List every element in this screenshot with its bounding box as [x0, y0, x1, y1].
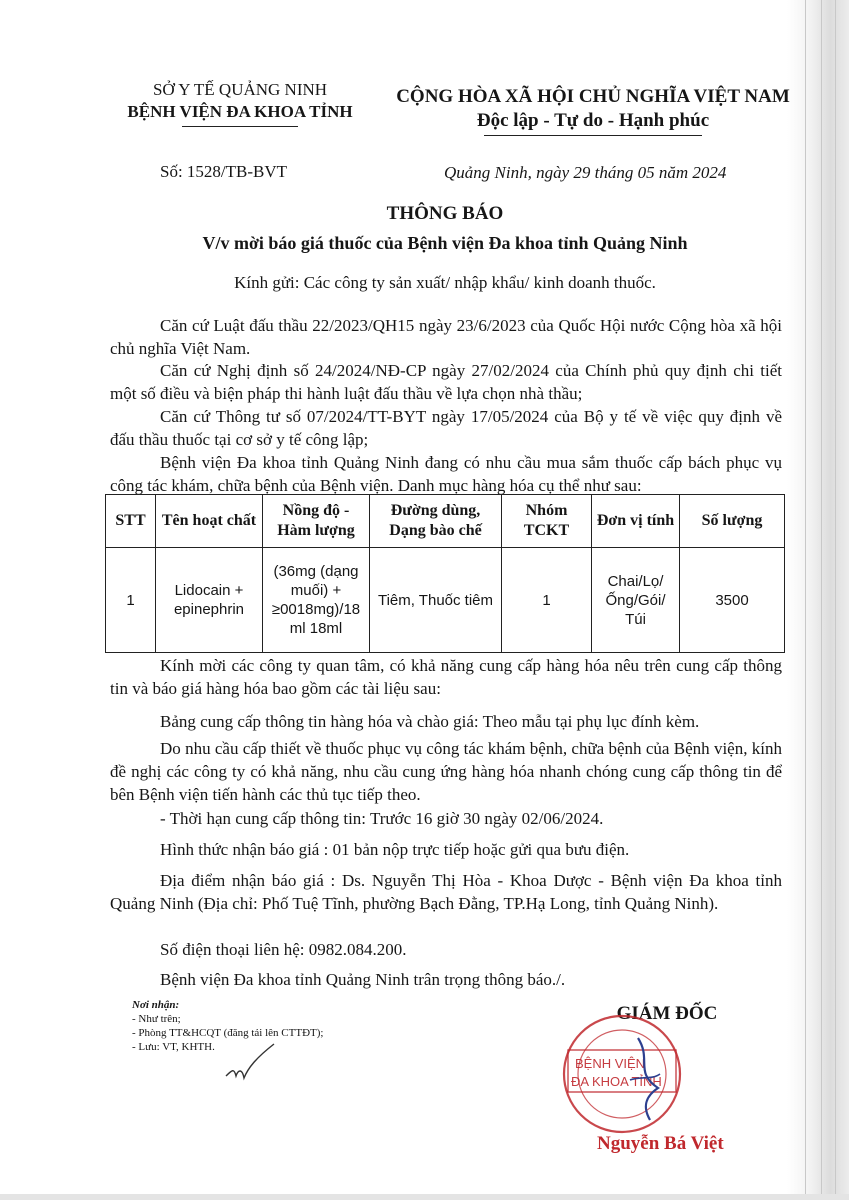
stamp-text-line2: ĐA KHOA TỈNH [571, 1074, 662, 1089]
table-cell: Tiêm, Thuốc tiêm [370, 548, 502, 653]
recipient-item: - Lưu: VT, KHTH. [132, 1041, 215, 1053]
basis-circular: Căn cứ Thông tư số 07/2024/TT-BYT ngày 17/05/2024 của Bộ y tế về việc quy định về đấu thầu thuốc tại cơ sở y tế công lập; [110, 407, 782, 449]
basis-law: Căn cứ Luật đấu thầu 22/2023/QH15 ngày 23/6/2023 của Quốc Hội nước Cộng hòa xã hội chủ nghĩa Việt Nam. [110, 316, 782, 358]
table-header-cell: Đơn vị tính [592, 495, 680, 548]
quotation-form: Bảng cung cấp thông tin hàng hóa và chào giá: Theo mẫu tại phụ lục đính kèm. [160, 712, 700, 731]
contact-phone: Số điện thoại liên hệ: 0982.084.200. [160, 940, 407, 959]
motto-underline [484, 135, 702, 136]
stamp-text-line1: BỆNH VIỆN [575, 1056, 646, 1071]
closing-remark: Bệnh viện Đa khoa tỉnh Quảng Ninh trân trọng thông báo./. [160, 970, 566, 989]
table-cell: Lidocain + epinephrin [156, 548, 263, 653]
table-row [106, 548, 785, 653]
place-date: Quảng Ninh, ngày 29 tháng 05 năm 2024 [444, 163, 727, 182]
greeting: Kính gửi: Các công ty sản xuất/ nhập khẩu/ kinh doanh thuốc. [234, 273, 656, 292]
issuer-hospital: BỆNH VIỆN ĐA KHOA TỈNH [127, 102, 353, 121]
signer-name: Nguyễn Bá Việt [597, 1133, 724, 1154]
procurement-need: Bệnh viện Đa khoa tỉnh Quảng Ninh đang có nhu cầu mua sắm thuốc cấp bách phục vụ công tác khám, chữa bệnh của Bệnh viện. Danh mục hàng hóa cụ thể như sau: [110, 453, 782, 495]
table-cell: 1 [502, 548, 592, 653]
document-number: Số: 1528/TB-BVT [160, 162, 288, 181]
national-title: CỘNG HÒA XÃ HỘI CHỦ NGHĨA VIỆT NAM [396, 86, 790, 107]
submission-address: Địa điểm nhận báo giá : Ds. Nguyễn Thị Hòa - Khoa Dược - Bệnh viện Đa khoa tỉnh Quảng Ninh (Địa chỉ: Phố Tuệ Tĩnh, phường Bạch Đằng, TP.Hạ Long, tỉnh Quảng Ninh). [110, 871, 782, 913]
recipients-heading: Nơi nhận: [132, 999, 180, 1011]
basis-decree: Căn cứ Nghị định số 24/2024/NĐ-CP ngày 27/02/2024 của Chính phủ quy định chi tiết một số điều và biện pháp thi hành luật đấu thầu về lựa chọn nhà thầu; [110, 361, 782, 403]
table-cell: (36mg (dạng muối) + ≥0018mg)/18 ml 18ml [263, 548, 370, 653]
invitation-paragraph: Kính mời các công ty quan tâm, có khả năng cung cấp hàng hóa nêu trên cung cấp thông tin và báo giá hàng hóa bao gồm các tài liệu sau: [110, 656, 782, 698]
national-motto: Độc lập - Tự do - Hạnh phúc [476, 110, 710, 131]
drug-list-table [105, 494, 785, 653]
notice-subject: V/v mời báo giá thuốc của Bệnh viện Đa khoa tỉnh Quảng Ninh [202, 233, 688, 253]
table-cell: 3500 [680, 548, 785, 653]
table-header-cell: Số lượng [680, 495, 785, 548]
table-header-row [106, 495, 785, 548]
table-header-cell: Đường dùng, Dạng bào chế [370, 495, 502, 548]
table-header-cell: Tên hoạt chất [156, 495, 263, 548]
table-header-cell: STT [106, 495, 156, 548]
recipient-item: - Phòng TT&HCQT (đăng tải lên CTTĐT); [132, 1027, 324, 1039]
urgency-paragraph: Do nhu cầu cấp thiết về thuốc phục vụ công tác khám bệnh, chữa bệnh của Bệnh viện, kính đề nghị các công ty có khả năng, nhu cầu cung ứng hàng hóa nhanh chóng cung cấp thông tin để bên Bệnh viện tiến hành các thủ tục tiếp theo. [110, 739, 782, 804]
issuer-department: SỞ Y TẾ QUẢNG NINH [152, 80, 328, 99]
signer-position: GIÁM ĐỐC [616, 1003, 718, 1024]
submission-method: Hình thức nhận báo giá : 01 bản nộp trực tiếp hoặc gửi qua bưu điện. [160, 840, 630, 859]
table-header-cell: Nồng độ - Hàm lượng [263, 495, 370, 548]
scan-page-edge [787, 0, 849, 1200]
scan-bottom-edge [0, 1194, 849, 1200]
table-cell: Chai/Lọ/ Ống/Gói/ Túi [592, 548, 680, 653]
initials-signature [222, 1040, 282, 1085]
issuer-underline [182, 126, 298, 127]
hospital-stamp-icon [540, 1010, 710, 1140]
notice-title: THÔNG BÁO [386, 203, 504, 224]
recipient-item: - Như trên; [132, 1013, 181, 1025]
table-header-cell: Nhóm TCKT [502, 495, 592, 548]
deadline: - Thời hạn cung cấp thông tin: Trước 16 giờ 30 ngày 02/06/2024. [160, 809, 604, 828]
table-cell: 1 [106, 548, 156, 653]
